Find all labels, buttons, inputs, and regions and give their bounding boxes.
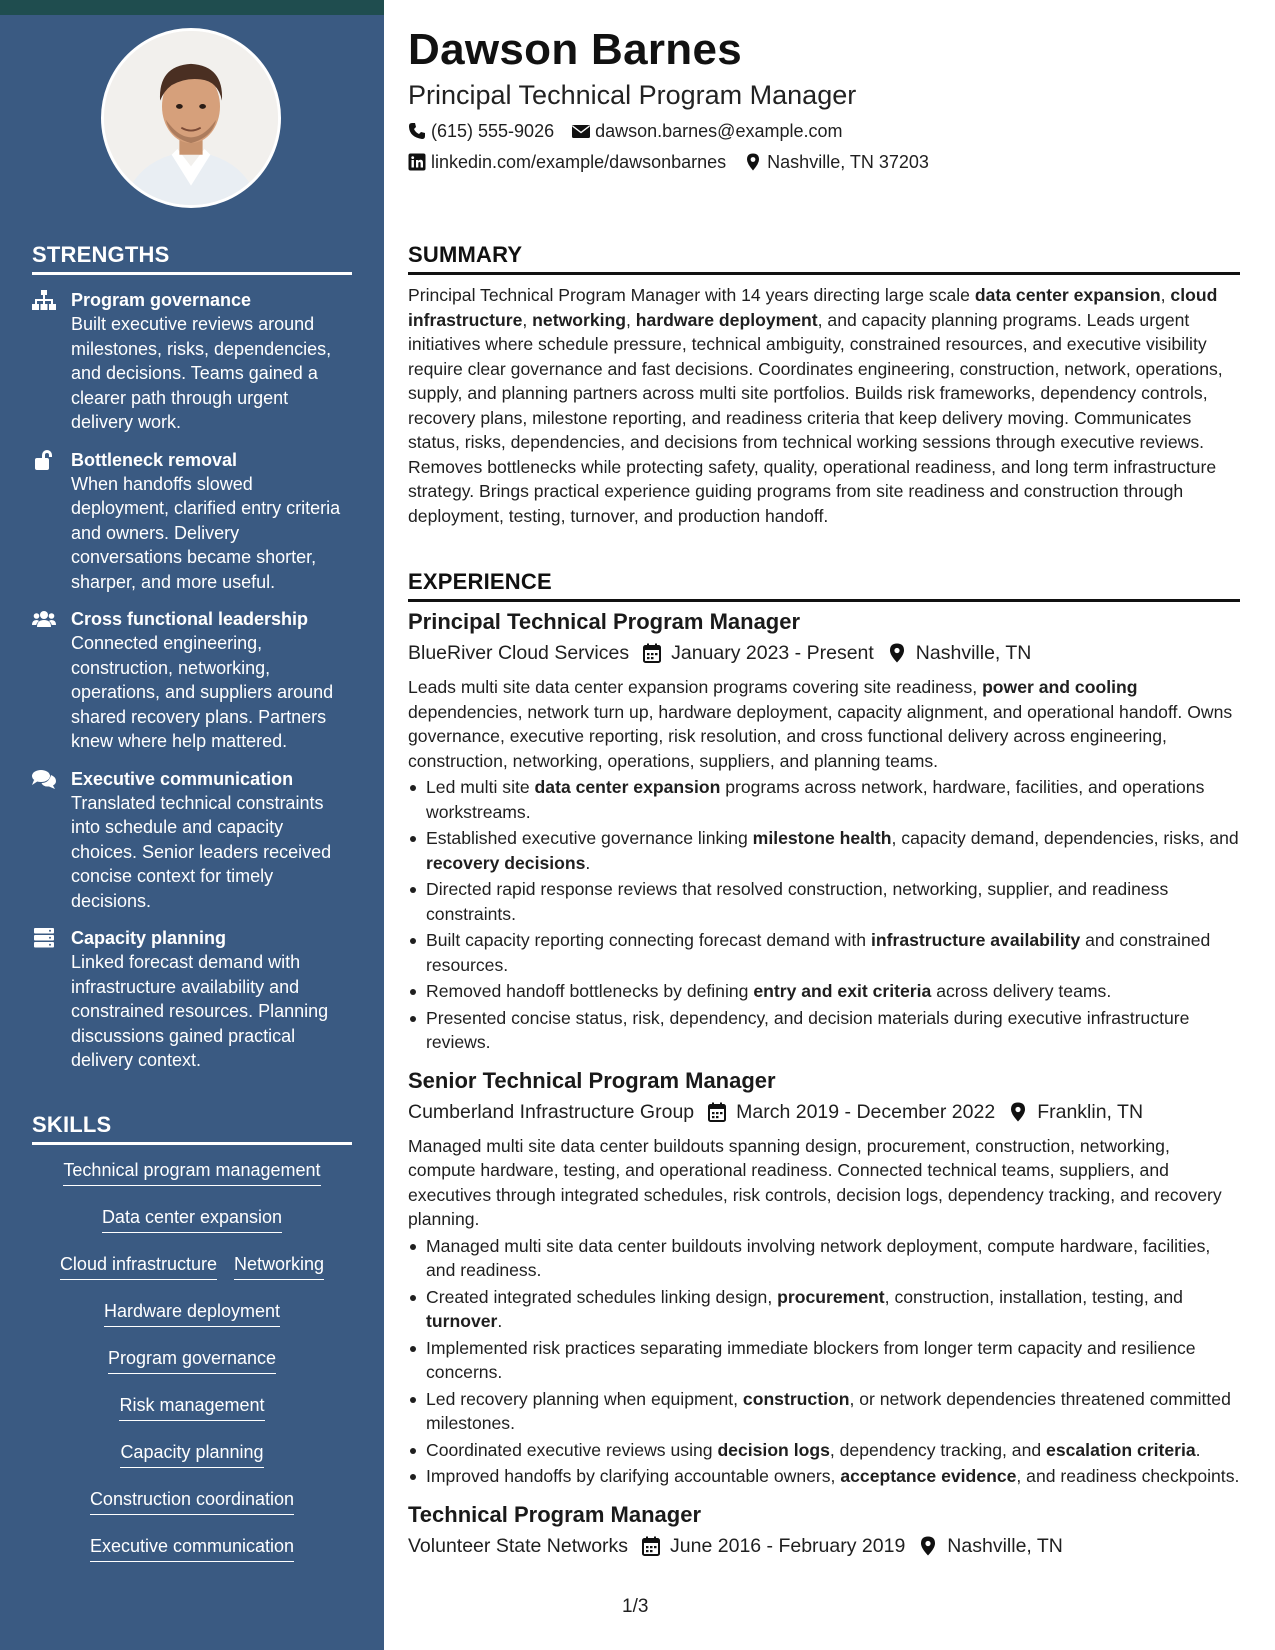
summary-heading: SUMMARY (408, 242, 1240, 275)
users-icon (32, 609, 56, 629)
skill-tag: Risk management (119, 1393, 264, 1421)
emphasis-text: networking (532, 309, 627, 330)
envelope-icon (572, 122, 590, 140)
phone-contact[interactable] (408, 119, 554, 143)
unlock-icon (32, 450, 56, 470)
company-name: BlueRiver Cloud Services (408, 642, 630, 664)
page-number: 1/3 (622, 1596, 649, 1617)
skill-tag: Hardware deployment (104, 1299, 280, 1327)
strength-title: Capacity planning (71, 928, 227, 948)
emphasis-text: infrastructure availability (870, 930, 1081, 950)
emphasis-text: acceptance evidence (840, 1466, 1017, 1486)
strength-description: When handoffs slowed deployment, clarified entry criteria and owners. Delivery conversations became shorter, sharper, and more useful. (71, 473, 341, 592)
job-entry (408, 1067, 1240, 1489)
skill-tag: Networking (234, 1252, 324, 1280)
strength-description: Translated technical constraints into schedule and capacity choices. Senior leaders received concise context for timely decisions. (71, 792, 332, 911)
strength-item (32, 607, 352, 754)
skill-tag: Capacity planning (120, 1440, 263, 1468)
skills-row (32, 1205, 352, 1233)
list-item: Directed rapid response reviews that resolved construction, networking, supplier, and readiness constraints. (408, 877, 1240, 926)
candidate-title: Principal Technical Program Manager (408, 80, 857, 110)
job-entry (408, 1501, 1240, 1560)
map-pin-icon (1009, 1102, 1027, 1122)
emphasis-text: power and cooling (982, 677, 1138, 697)
job-title: Technical Program Manager (408, 1501, 702, 1527)
company-name: Volunteer State Networks (408, 1534, 629, 1557)
strength-item (32, 448, 352, 595)
location-text: Nashville, TN 37203 (767, 152, 929, 172)
phone-number: (615) 555-9026 (431, 121, 555, 141)
contact-row (408, 119, 1240, 143)
strength-title: Program governance (71, 290, 252, 310)
emphasis-text: procurement (777, 1286, 885, 1307)
experience-list (408, 608, 1240, 1572)
job-description: Leads multi site data center expansion programs covering site readiness, power and cooling dependencies, network turn up, hardware deployment, capacity alignment, and operational handoff. Owns governance, executive reporting, risk resolution, and cross functional delivery across engineering, construction, networking, operations, suppliers, and planning teams. (408, 677, 1233, 771)
list-item: Managed multi site data center buildouts involving network deployment, compute hardware, facilities, and readiness. (408, 1234, 1240, 1283)
job-dates: June 2016 - February 2019 (642, 1532, 905, 1560)
strength-title: Executive communication (71, 768, 294, 789)
list-item: Presented concise status, risk, dependency, and decision materials during executive infrastructure reviews. (408, 1006, 1240, 1055)
emphasis-text: escalation criteria (1046, 1439, 1196, 1460)
strength-description: Connected engineering, construction, networking, operations, and suppliers around shared recovery plans. Partners knew where help mattered. (71, 633, 334, 751)
calendar-icon (642, 1536, 660, 1556)
calendar-icon (708, 1102, 726, 1122)
strength-description: Linked forecast demand with infrastructure availability and constrained resources. Planning discussions gained practical delivery context. (71, 952, 329, 1070)
strength-item (32, 926, 352, 1073)
skill-tag: Construction coordination (90, 1487, 294, 1515)
skills-row (32, 1158, 352, 1186)
list-item: Implemented risk practices separating immediate blockers from longer term capacity and resilience concerns. (408, 1336, 1240, 1385)
strength-item (32, 288, 352, 435)
skill-tag: Executive communication (90, 1534, 294, 1562)
list-item: Established executive governance linking milestone health, capacity demand, dependencies, risks, and recovery decisions. (408, 826, 1240, 875)
emphasis-text: construction (742, 1388, 850, 1409)
map-pin-icon (888, 643, 906, 663)
job-bullets (408, 775, 1240, 1055)
skills-row (32, 1534, 352, 1562)
emphasis-text: data center expansion (534, 777, 721, 797)
map-pin-icon (919, 1536, 937, 1556)
job-description: Managed multi site data center buildouts spanning design, procurement, construction, networking, compute hardware, testing, and operational readiness. Connected technical teams, suppliers, and executives through integrated schedules, risk controls, decision logs, dependency tracking, and recovery planning. (408, 1135, 1222, 1229)
email-contact[interactable] (572, 119, 842, 143)
strength-title: Cross functional leadership (71, 609, 309, 629)
location-contact (744, 150, 929, 174)
candidate-name: Dawson Barnes (408, 25, 743, 74)
emphasis-text: milestone health (752, 828, 892, 848)
skill-tag: Cloud infrastructure (60, 1252, 217, 1280)
job-location: Nashville, TN (919, 1532, 1063, 1560)
list-item: Led multi site data center expansion programs across network, hardware, facilities, and operations workstreams. (408, 775, 1240, 824)
emphasis-text: cloud infrastructure (408, 285, 1218, 330)
job-dates: January 2023 - Present (643, 639, 874, 667)
strengths-list (32, 288, 352, 1086)
header (408, 24, 1240, 174)
emphasis-text: turnover (426, 1311, 498, 1331)
skill-tag: Data center expansion (102, 1205, 282, 1233)
strength-description: Built executive reviews around milestones, risks, dependencies, and decisions. Teams gained a clearer path through urgent delivery work. (71, 314, 332, 432)
comments-icon (32, 769, 56, 789)
skill-tag: Program governance (108, 1346, 276, 1374)
sidebar-top-bar (0, 0, 384, 15)
emphasis-text: hardware deployment (635, 309, 818, 330)
job-bullets (408, 1234, 1240, 1489)
strengths-heading: STRENGTHS (32, 242, 352, 275)
job-dates: March 2019 - December 2022 (708, 1098, 995, 1126)
linkedin-icon (408, 153, 426, 171)
emphasis-text: decision logs (717, 1439, 830, 1460)
linkedin-url: linkedin.com/example/dawsonbarnes (431, 152, 727, 172)
skills-row (32, 1440, 352, 1468)
calendar-icon (643, 643, 661, 663)
emphasis-text: recovery decisions (426, 852, 586, 873)
skills-row (32, 1252, 352, 1280)
list-item: Built capacity reporting connecting forecast demand with infrastructure availability and constrained resources. (408, 928, 1240, 977)
job-title: Principal Technical Program Manager (408, 609, 801, 634)
skills-row (32, 1346, 352, 1374)
skills-list (32, 1158, 352, 1562)
map-pin-icon (744, 153, 762, 171)
job-location: Franklin, TN (1009, 1098, 1143, 1126)
skills-heading: SKILLS (32, 1112, 352, 1145)
skills-row (32, 1393, 352, 1421)
job-entry (408, 608, 1240, 1055)
list-item: Led recovery planning when equipment, construction, or network dependencies threatened committed milestones. (408, 1387, 1240, 1436)
skill-tag: Technical program management (63, 1158, 320, 1186)
phone-icon (408, 122, 426, 140)
sitemap-icon (32, 290, 56, 310)
email-address: dawson.barnes@example.com (595, 121, 843, 141)
list-item: Coordinated executive reviews using decision logs, dependency tracking, and escalation criteria. (408, 1438, 1240, 1463)
skills-row (32, 1487, 352, 1515)
profile-photo (101, 28, 281, 208)
strength-title: Bottleneck removal (71, 449, 238, 470)
job-location: Nashville, TN (888, 639, 1032, 667)
job-title: Senior Technical Program Manager (408, 1067, 776, 1093)
list-item: Removed handoff bottlenecks by defining entry and exit criteria across delivery teams. (408, 979, 1240, 1004)
summary-text: Principal Technical Program Manager with 14 years directing large scale data center expansion, cloud infrastructure, networking, hardware deployment, and capacity planning programs. Leads urgent initiatives where schedule pressure, technical ambiguity, constrained resources, and executive visibility require clear governance and fast decisions. Coordinates engineering, construction, network, operations, supply, and planning partners across multi site portfolios. Builds risk frameworks, dependency controls, recovery plans, milestone reporting, and readiness criteria that keep delivery moving. Communicates status, risks, dependencies, and decisions from technical working sessions through executive reviews. Removes bottlenecks while protecting safety, quality, operational readiness, and long term infrastructure strategy. Brings practical experience guiding programs from site readiness and construction through deployment, testing, turnover, and production handoff. (408, 285, 1223, 526)
experience-heading: EXPERIENCE (408, 569, 1240, 602)
contact-row (408, 150, 1240, 174)
sidebar (0, 0, 384, 1650)
job-meta (408, 1532, 1240, 1560)
emphasis-text: data center expansion (974, 285, 1161, 305)
job-meta (408, 1098, 1240, 1126)
company-name: Cumberland Infrastructure Group (408, 1100, 695, 1123)
server-icon (32, 928, 56, 948)
list-item: Created integrated schedules linking design, procurement, construction, installation, testing, and turnover. (408, 1285, 1240, 1334)
job-meta (408, 639, 1240, 667)
emphasis-text: entry and exit criteria (753, 981, 932, 1001)
linkedin-contact[interactable] (408, 150, 726, 174)
skills-row (32, 1299, 352, 1327)
strength-item (32, 767, 352, 914)
list-item: Improved handoffs by clarifying accountable owners, acceptance evidence, and readiness checkpoints. (408, 1464, 1240, 1489)
